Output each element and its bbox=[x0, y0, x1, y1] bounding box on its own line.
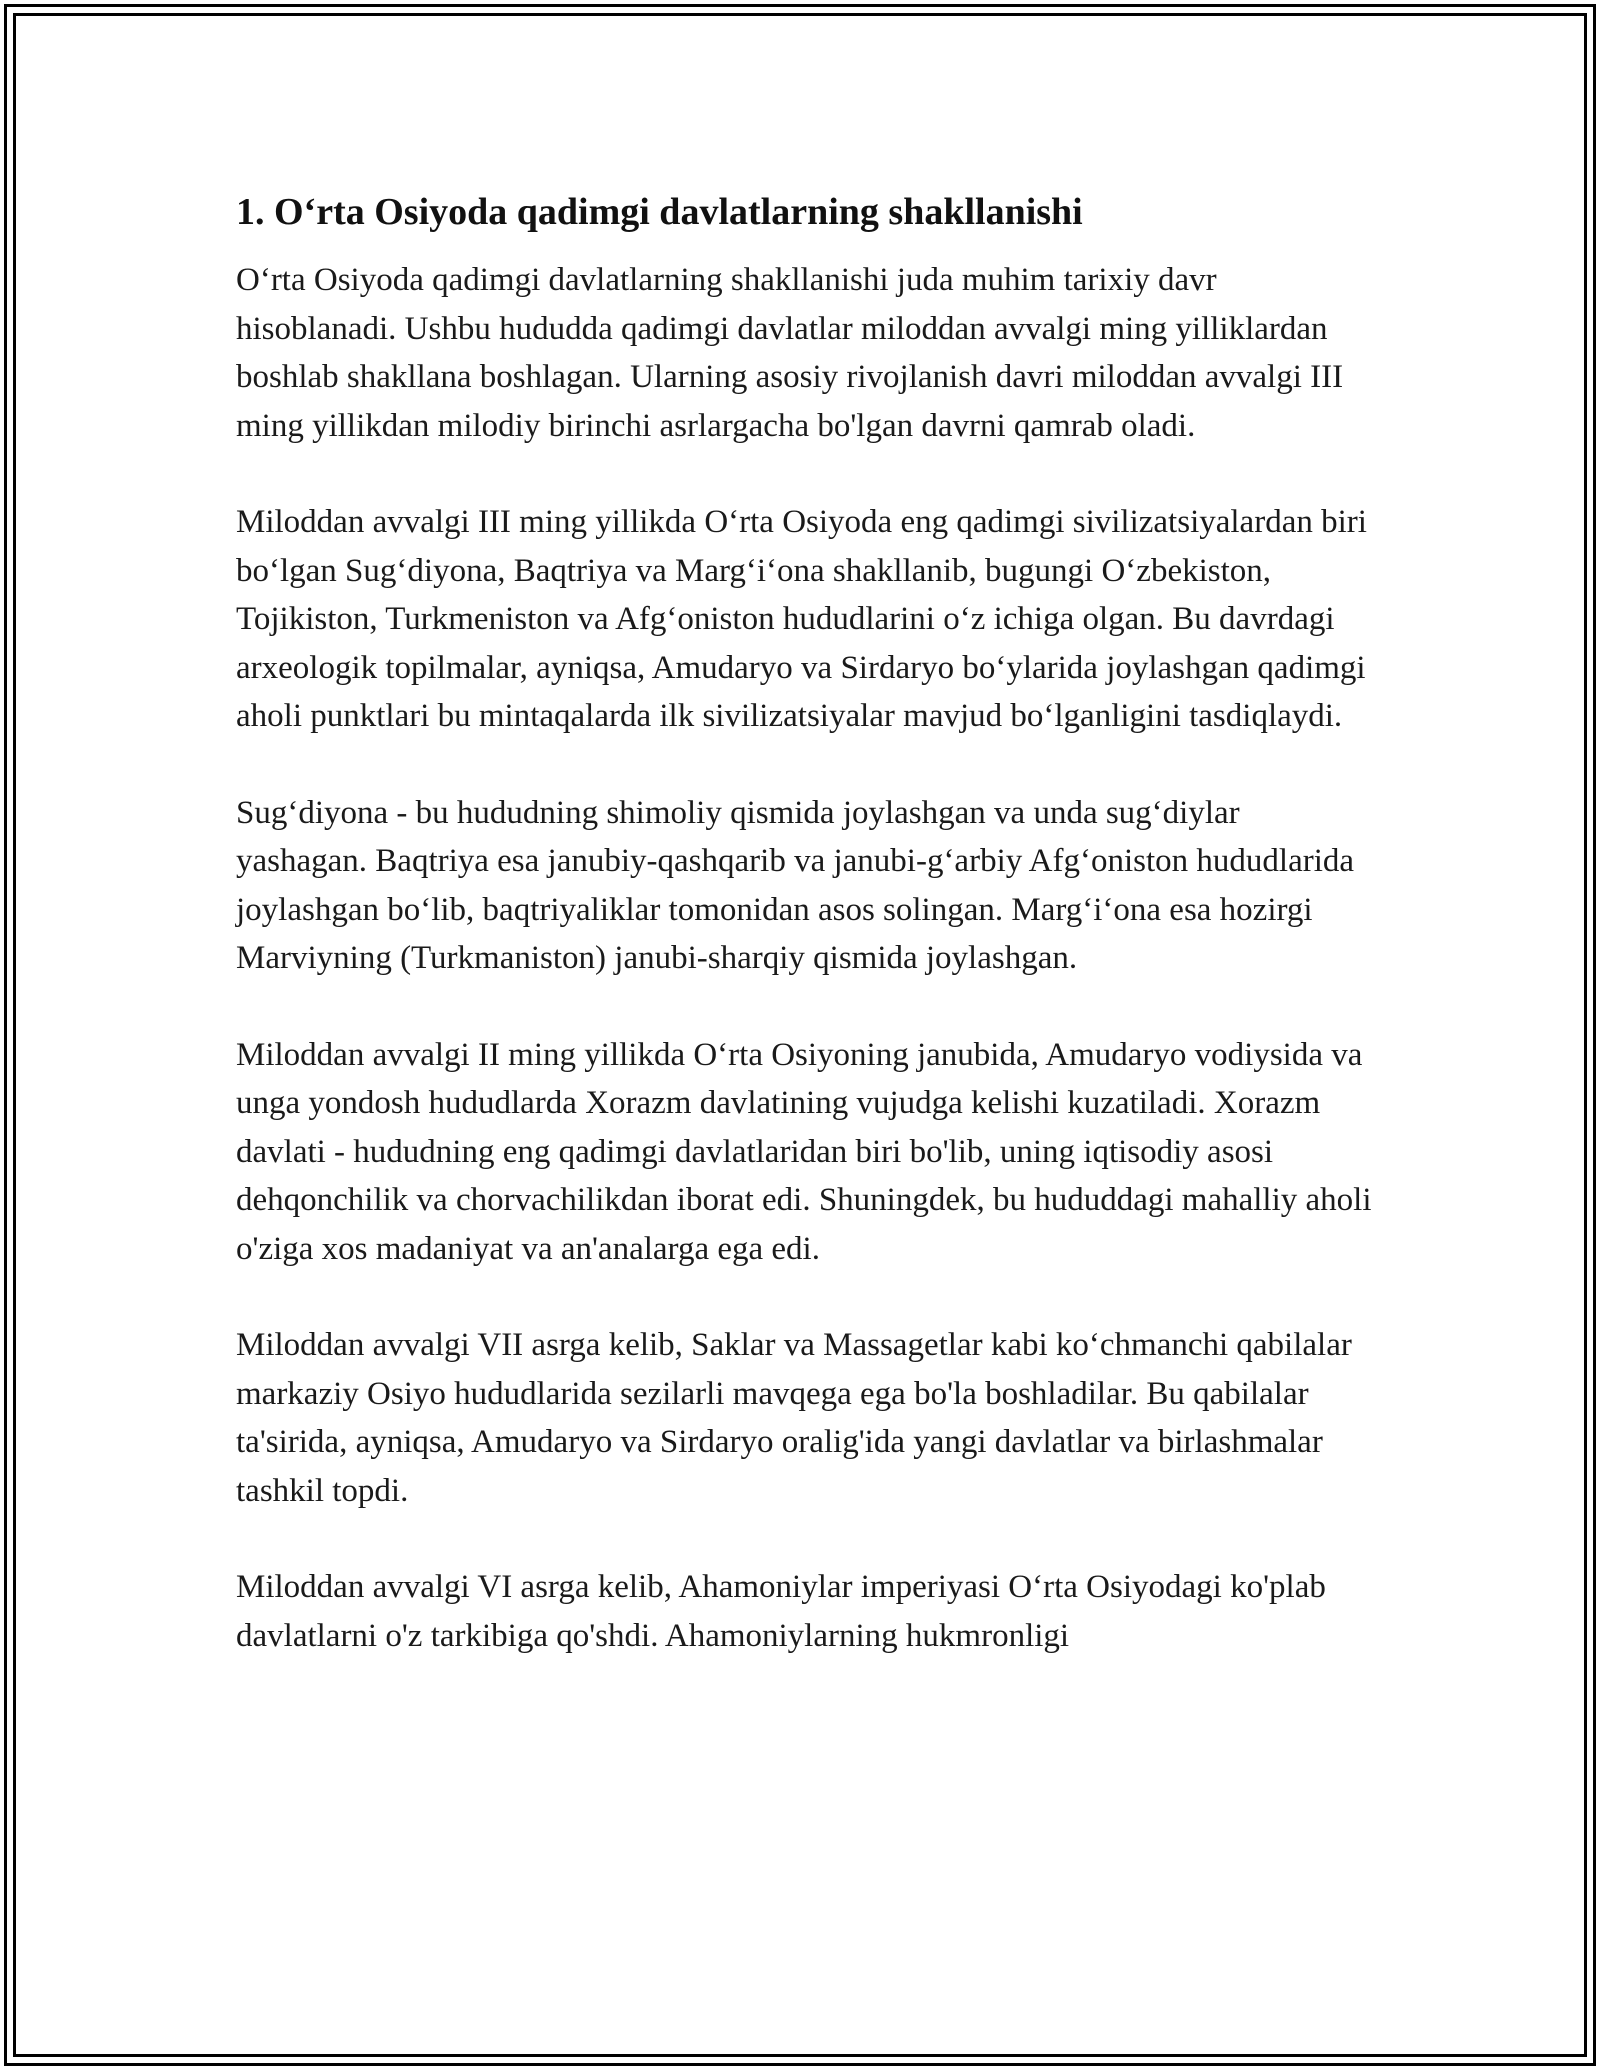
paragraph-4: Miloddan avvalgi II ming yillikda O‘rta Osiyoning janubida, Amudaryo vodiysida va unga yondosh hududlarda Xorazm davlatining vujudga kelishi kuzatiladi. Xorazm davlati - hududning eng qadimgi davlatlaridan biri bo'lib, uning iqtisodiy asosi dehqonchilik va chorvachilikdan iborat edi. Shuningdek, bu hududdagi mahalliy aholi o'ziga xos madaniyat va an'analarga ega edi. bbox=[236, 1036, 1372, 1267]
paragraph-5: Miloddan avvalgi VII asrga kelib, Saklar va Massagetlar kabi ko‘chmanchi qabilalar markaziy Osiyo hududlarida sezilarli mavqega ega bo'la boshladilar. Bu qabilalar ta'sirida, ayniqsa, Amudaryo va Sirdaryo oralig'ida yangi davlatlar va birlashmalar tashkil topdi. bbox=[236, 1327, 1352, 1509]
paragraph-1: O‘rta Osiyoda qadimgi davlatlarning shakllanishi juda muhim tarixiy davr hisoblanadi. Ushbu hududda qadimgi davlatlar miloddan avvalgi ming yilliklardan boshlab shakllana boshlagan. Ularning asosiy rivojlanish davri miloddan avvalgi III ming yillikdan milodiy birinchi asrlargacha bo'lgan davrni qamrab oladi. bbox=[236, 262, 1344, 444]
paragraph-3: Sug‘diyona - bu hududning shimoliy qismida joylashgan va unda sug‘diylar yashagan. Baqtriya esa janubiy-qashqarib va janubi-g‘arbiy Afg‘oniston hududlarida joylashgan bo‘lib, baqtriyaliklar tomonidan asos solingan. Marg‘i‘ona esa hozirgi Marviyning (Turkmaniston) janubi-sharqiy qismida joylashgan. bbox=[236, 794, 1355, 976]
document-body bbox=[236, 186, 1376, 1708]
paragraph-2: Miloddan avvalgi III ming yillikda O‘rta Osiyoda eng qadimgi sivilizatsiyalardan biri bo‘lgan Sug‘diyona, Baqtriya va Marg‘i‘ona shakllanib, bugungi O‘zbekiston, Tojikiston, Turkmeniston va Afg‘oniston hududlarini o‘z ichiga olgan. Bu davrdagi arxeologik topilmalar, ayniqsa, Amudaryo va Sirdaryo bo‘ylarida joylashgan qadimgi aholi punktlari bu mintaqalarda ilk sivilizatsiyalar mavjud bo‘lganligini tasdiqlaydi. bbox=[236, 504, 1367, 734]
paragraph-6: Miloddan avvalgi VI asrga kelib, Ahamoniylar imperiyasi O‘rta Osiyodagi ko'plab davlatlarni o'z tarkibiga qo'shdi. Ahamoniylarning hukmronligi bbox=[236, 1569, 1326, 1654]
section-heading: 1. O‘rta Osiyoda qadimgi davlatlarning shakllanishi bbox=[236, 191, 1083, 233]
